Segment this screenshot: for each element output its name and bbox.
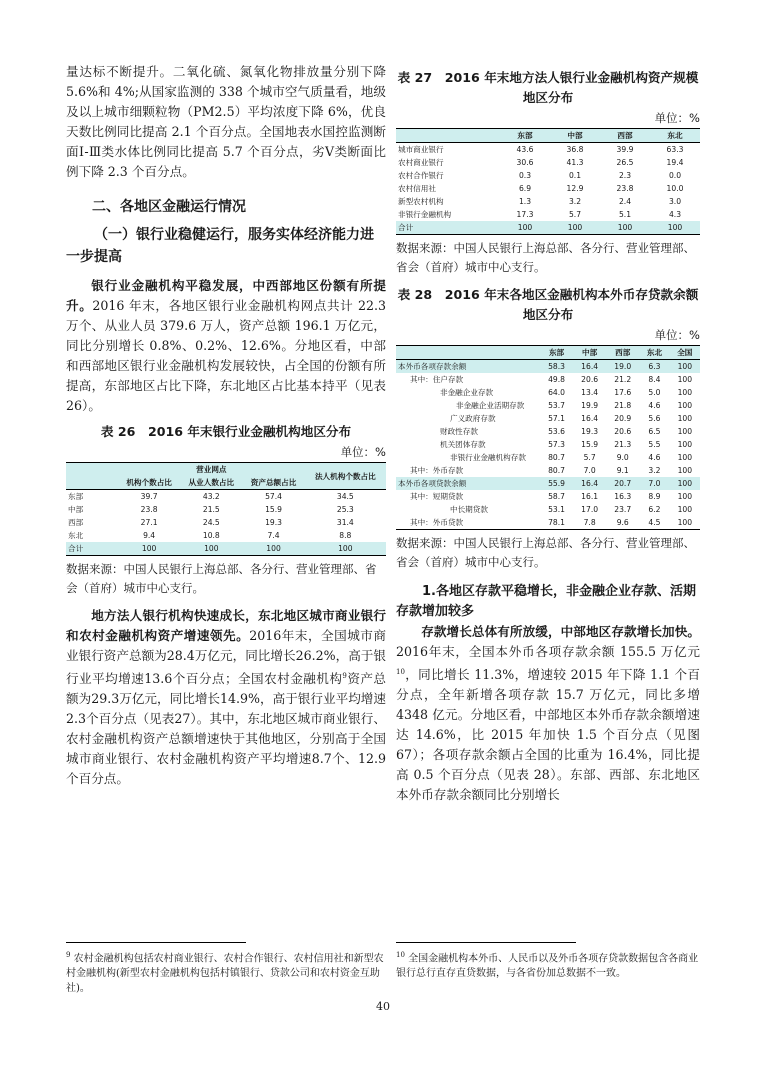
table-26-col-header: 从业人数占比: [180, 476, 242, 490]
cell: 100: [677, 453, 693, 462]
cell: 16.4: [573, 477, 606, 490]
cell: 0.1: [568, 171, 582, 180]
cell: 53.6: [548, 427, 565, 436]
cell: 34.5: [305, 490, 386, 504]
cell: 9.6: [606, 516, 639, 530]
cell: 53.7: [548, 401, 565, 410]
table-26-source: 数据来源：中国人民银行上海总部、各分行、营业管理部、省会（首府）城市中心支行。: [66, 562, 377, 595]
row-label: 城市商业银行: [396, 143, 500, 157]
cell: 15.9: [265, 505, 282, 514]
cell: 100: [305, 542, 386, 556]
cell: 24.5: [202, 518, 220, 527]
table-row: [66, 503, 386, 516]
cell: 20.6: [614, 427, 632, 436]
cell: 100: [677, 388, 693, 397]
row-label: 财政性存款: [440, 427, 478, 436]
paragraph-body: 2016年末，全国本外币各项存款余额 155.5 万亿元: [396, 644, 700, 659]
table-26-group-header: 营业网点: [118, 463, 305, 477]
row-label: 农村商业银行: [398, 158, 444, 167]
cell: 100: [500, 221, 550, 235]
table-26-col-header: 机构个数占比: [118, 476, 180, 490]
table-27-caption: 表 27 2016 年末地方法人银行业金融机构资产规模地区分布: [397, 70, 699, 105]
table-row: [396, 182, 700, 195]
table-27: [396, 128, 700, 235]
table-27-unit: 单位：%: [654, 111, 700, 125]
paragraph-body: 2016年末，全国城市商业银行资产总额为28.4万亿元，同比增长26.2%，高于银行业平均增速13.6个百分点；全国农村金融机构: [66, 628, 386, 687]
cell: 19.3: [265, 518, 282, 527]
cell: 3.2: [568, 197, 582, 206]
cell: 20.6: [581, 375, 599, 384]
row-label: 其中：外币存款: [410, 466, 464, 475]
cell: 9.0: [616, 453, 629, 462]
cell: 63.3: [650, 143, 700, 157]
cell: 100: [670, 477, 700, 490]
row-label: 新型农村机构: [398, 197, 444, 206]
table-row: [66, 490, 386, 504]
cell: 4.6: [648, 401, 661, 410]
row-label: 中部: [68, 505, 84, 514]
row-label: 其中：短期贷款: [410, 492, 464, 501]
table-26: [66, 462, 386, 556]
cell: 6.2: [648, 505, 661, 514]
table-row: [396, 503, 700, 516]
row-label: 广义政府存款: [450, 414, 496, 423]
cell: 1.3: [518, 197, 532, 206]
cell: 7.0: [583, 466, 596, 475]
table-28-col-header: 中部: [573, 346, 606, 360]
cell: 15.9: [581, 440, 599, 449]
table-row: [396, 477, 700, 490]
table-corner: [66, 463, 118, 490]
cell: 5.7: [568, 210, 582, 219]
table-row: [396, 156, 700, 169]
table-27-col-header: 中部: [550, 129, 600, 143]
table-row: [396, 412, 700, 425]
table-28-unit: 单位：%: [654, 328, 700, 342]
cell: 30.6: [516, 158, 534, 167]
row-label: 合计: [396, 221, 500, 235]
paragraph-body: 资产总额为29.3万亿元，同比增长14.9%，高于银行业平均增速2.3个百分点（见表27）。其中，东北地区城市商业银行、农村金融机构资产总额增速快于其他地区，分别高于全国城市商业银行、农村金融机构资产平均增速8.7个、12.9个百分点。: [66, 671, 386, 787]
cell: 100: [180, 542, 242, 556]
table-row: [66, 516, 386, 529]
table-row: [396, 386, 700, 399]
cell: 64.0: [548, 388, 565, 397]
cell: 19.0: [606, 360, 639, 374]
cell: 9.1: [616, 466, 629, 475]
cell: 100: [670, 360, 700, 374]
table-corner: [396, 346, 540, 360]
cell: 8.4: [648, 375, 661, 384]
row-label: 其中：外币贷款: [396, 516, 540, 530]
cell: 43.6: [500, 143, 550, 157]
cell: 16.4: [581, 414, 599, 423]
cell: 78.1: [540, 516, 573, 530]
cell: 7.8: [573, 516, 606, 530]
cell: 80.7: [548, 466, 565, 475]
cell: 39.9: [600, 143, 650, 157]
cell: 100: [118, 542, 180, 556]
cell: 5.1: [618, 210, 632, 219]
paragraph-lead: 地方法人银行机构快速成长，东北地区城市商业银行和农村金融机构资产增速领先。: [66, 608, 386, 643]
page-number: 40: [376, 1000, 390, 1013]
row-label: 非金融企业存款: [440, 388, 494, 397]
cell: 16.4: [573, 360, 606, 374]
cell: 17.3: [516, 210, 534, 219]
footnote-text: 农村金融机构包括农村商业银行、农村合作银行、农村信用社和新型农村金融机构(新型农村金融机构包括村镇银行、贷款公司和农村资金互助社)。: [66, 953, 384, 995]
table-row: [396, 208, 700, 221]
cell: 100: [550, 221, 600, 235]
cell: 6.3: [639, 360, 669, 374]
table-27-col-header: 东北: [650, 129, 700, 143]
table-28-col-header: 西部: [606, 346, 639, 360]
row-label: 西部: [68, 518, 84, 527]
cell: 12.9: [566, 184, 584, 193]
row-label: 其中：住户存款: [410, 375, 464, 384]
cell: 100: [242, 542, 304, 556]
row-label: 本外币各项贷款余额: [396, 477, 540, 490]
cell: 16.1: [581, 492, 599, 501]
cell: 55.9: [540, 477, 573, 490]
table-row: [396, 169, 700, 182]
cell: 21.3: [614, 440, 632, 449]
table-row: [396, 464, 700, 477]
table-26-col-header: 法人机构个数占比: [305, 463, 386, 490]
row-label: 农村合作银行: [398, 171, 444, 180]
cell: 58.7: [548, 492, 565, 501]
cell: 100: [600, 221, 650, 235]
cell: 2.4: [618, 197, 632, 206]
cell: 8.8: [339, 531, 352, 540]
paragraph-body: ，同比增长 11.3%，增速较 2015 年下降 1.1 个百分点，全年新增各项存款 15.7 万亿元，同比多增 4348 亿元。分地区看，中部地区本外币存款余额增速达 14.6%，比 2015 年加快 1.5 个百分点（见图 67）；各项存款余额占全国的比重为 16.4%，同比提高 0.5 个百分点（见表 28）。东部、西部、东北地区本外币存款余额同比分别增长: [396, 667, 700, 803]
footnote-mark: 10: [396, 951, 405, 959]
row-label: 东部: [66, 490, 118, 504]
cell: 23.7: [614, 505, 632, 514]
table-27-source: 数据来源：中国人民银行上海总部、各分行、营业管理部、省会（首府）城市中心支行。: [396, 241, 695, 274]
paragraph-lead: 存款增长总体有所放缓，中部地区存款增长加快。: [421, 624, 700, 639]
cell: 4.3: [668, 210, 682, 219]
cell: 36.8: [550, 143, 600, 157]
intro-paragraph: 量达标不断提升。二氧化硫、氮氧化物排放量分别下降 5.6%和 4%;从国家监测的 338 个城市空气质量看，地级及以上城市细颗粒物（PM2.5）平均浓度下降 6%，优良天数比例同比提高 2.1 个百分点。全国地表水国控监测断面Ⅰ-Ⅲ类水体比例同比提高 5.7 个百分点，劣Ⅴ类断面比例下降 2.3 个百分点。: [66, 64, 386, 179]
cell: 4.6: [648, 453, 661, 462]
left-column: [66, 62, 386, 789]
cell: 23.8: [140, 505, 158, 514]
cell: 100: [677, 492, 693, 501]
cell: 2.3: [618, 171, 632, 180]
cell: 100: [677, 466, 693, 475]
cell: 100: [677, 440, 693, 449]
cell: 9.4: [143, 531, 156, 540]
cell: 100: [670, 516, 700, 530]
cell: 39.7: [118, 490, 180, 504]
cell: 6.9: [518, 184, 532, 193]
row-label: 非银行金融机构: [398, 210, 452, 219]
row-label: 东北: [68, 531, 84, 540]
table-row: [396, 399, 700, 412]
table-corner: [396, 129, 500, 143]
footnote-ref: 10: [396, 668, 405, 676]
cell: 4.5: [639, 516, 669, 530]
table-row: [396, 360, 700, 374]
table-total-row: [396, 221, 700, 235]
table-row: [396, 425, 700, 438]
cell: 5.6: [648, 414, 661, 423]
table-28-col-header: 东部: [540, 346, 573, 360]
cell: 100: [650, 221, 700, 235]
cell: 3.2: [648, 466, 661, 475]
deposits-heading: 1.各地区存款平稳增长，非金融企业存款、活期存款增加较多: [396, 584, 696, 619]
cell: 20.9: [614, 414, 632, 423]
row-label: 机关团体存款: [440, 440, 486, 449]
cell: 21.8: [614, 401, 632, 410]
cell: 25.3: [336, 505, 354, 514]
row-label: 农村信用社: [398, 184, 436, 193]
cell: 57.3: [548, 440, 565, 449]
cell: 7.4: [267, 531, 280, 540]
local-banks-paragraph: [66, 606, 386, 789]
table-row: [396, 373, 700, 386]
cell: 5.7: [583, 453, 596, 462]
cell: 8.9: [648, 492, 661, 501]
table-row: [396, 195, 700, 208]
table-28-source: 数据来源：中国人民银行上海总部、各分行、营业管理部、省会（首府）城市中心支行。: [396, 536, 695, 569]
paragraph-lead: 银行业金融机构平稳发展，中西部地区份额有所提升。: [66, 278, 386, 313]
cell: 3.0: [668, 197, 682, 206]
table-28: [396, 345, 700, 530]
cell: 5.0: [648, 388, 661, 397]
table-total-row: [66, 542, 386, 556]
table-28-caption: 表 28 2016 年末各地区金融机构本外币存贷款余额地区分布: [397, 287, 699, 322]
cell: 17.0: [581, 505, 599, 514]
cell: 26.5: [616, 158, 634, 167]
row-label: 非金融企业活期存款: [456, 401, 525, 410]
cell: 17.6: [614, 388, 632, 397]
cell: 0.3: [518, 171, 532, 180]
footnote-ref: 9: [342, 672, 347, 680]
cell: 100: [677, 505, 693, 514]
table-27-col-header: 西部: [600, 129, 650, 143]
cell: 5.5: [648, 440, 661, 449]
cell: 41.3: [566, 158, 584, 167]
cell: 19.9: [581, 401, 599, 410]
cell: 100: [677, 414, 693, 423]
table-row: [396, 451, 700, 464]
footnote-mark: 9: [66, 951, 71, 959]
table-row: [396, 438, 700, 451]
cell: 57.4: [242, 490, 304, 504]
table-26-unit: 单位：%: [340, 445, 386, 459]
cell: 13.4: [581, 388, 599, 397]
section-heading: 二、各地区金融运行情况: [92, 199, 246, 215]
row-label: 本外币各项存款余额: [396, 360, 540, 374]
cell: 21.2: [614, 375, 632, 384]
cell: 100: [677, 401, 693, 410]
paragraph-body: 2016 年末，各地区银行业金融机构网点共计 22.3 万个、从业人员 379.6 万人，资产总额 196.1 万亿元，同比分别增长 0.8%、0.2%、12.6%。分地区看，中部和西部地区银行业金融机构发展较快，占全国的份额有所提高，东部地区占比下降，东北地区占比基本持平（见表 26）。: [66, 298, 386, 413]
footnote-divider: [66, 942, 246, 943]
subsection-heading: （一）银行业稳健运行，服务实体经济能力进一步提高: [66, 227, 374, 265]
cell: 57.1: [548, 414, 565, 423]
cell: 23.8: [616, 184, 634, 193]
cell: 21.5: [202, 505, 220, 514]
table-26-col-header: 资产总额占比: [242, 476, 304, 490]
cell: 58.3: [540, 360, 573, 374]
row-label: 合计: [66, 542, 118, 556]
row-label: 中长期贷款: [450, 505, 488, 514]
table-row: [396, 516, 700, 530]
cell: 100: [677, 375, 693, 384]
cell: 6.5: [648, 427, 661, 436]
footnote-divider: [396, 942, 576, 943]
cell: 16.3: [614, 492, 632, 501]
table-27-col-header: 东部: [500, 129, 550, 143]
table-26-caption: 表 26 2016 年末银行业金融机构地区分布: [100, 424, 352, 439]
cell: 27.1: [140, 518, 158, 527]
cell: 80.7: [548, 453, 565, 462]
table-28-col-header: 东北: [639, 346, 669, 360]
cell: 10.0: [666, 184, 684, 193]
cell: 19.4: [666, 158, 684, 167]
row-label: 非银行业金融机构存款: [450, 453, 526, 462]
cell: 43.2: [180, 490, 242, 504]
cell: 7.0: [639, 477, 669, 490]
table-row: [396, 143, 700, 157]
cell: 0.0: [668, 171, 682, 180]
banking-paragraph: [66, 276, 386, 416]
cell: 100: [677, 427, 693, 436]
cell: 19.3: [581, 427, 599, 436]
cell: 31.4: [336, 518, 354, 527]
cell: 53.1: [548, 505, 565, 514]
footnote-9: [66, 948, 386, 996]
cell: 10.8: [202, 531, 220, 540]
cell: 20.7: [606, 477, 639, 490]
deposits-paragraph: [396, 622, 700, 805]
table-28-col-header: 全国: [670, 346, 700, 360]
right-column: [396, 62, 700, 805]
cell: 49.8: [548, 375, 565, 384]
footnote-text: 全国金融机构本外币、人民币以及外币各项存贷款数据包含各商业银行总行直存直贷数据，与各省份加总数据不一致。: [396, 953, 699, 980]
footnote-10: [396, 948, 700, 981]
table-row: [66, 529, 386, 542]
table-row: [396, 490, 700, 503]
